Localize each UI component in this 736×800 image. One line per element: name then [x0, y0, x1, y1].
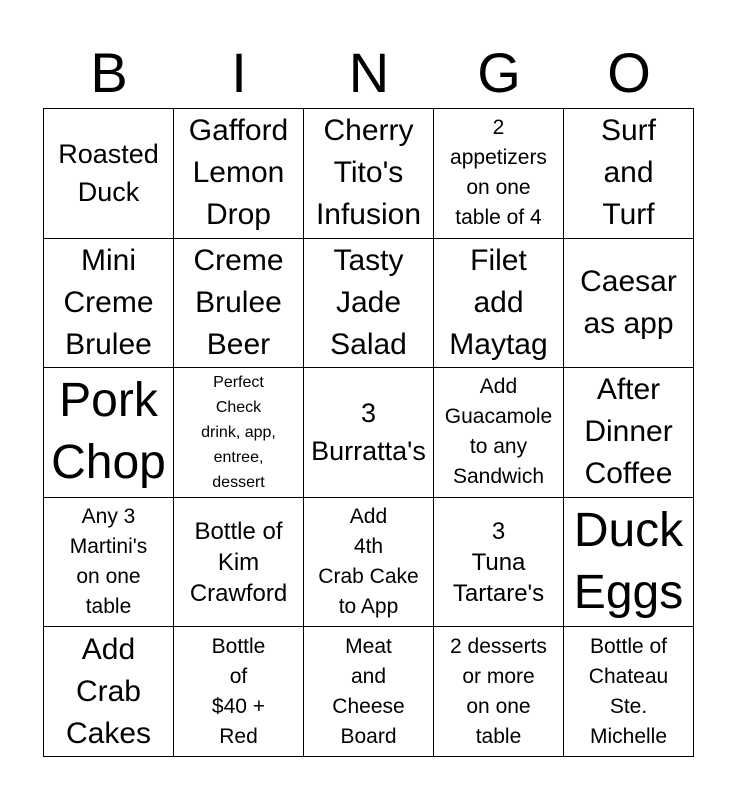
- cell-text: Bottle of Chateau Ste. Michelle: [588, 634, 669, 748]
- bingo-cell[interactable]: [304, 627, 434, 757]
- cell-text: Add 4th Crab Cake to App: [318, 505, 419, 619]
- cell-text: Cherry Tito's Infusion: [315, 114, 422, 232]
- header-letter-o: O: [607, 41, 651, 104]
- bingo-cell[interactable]: [434, 239, 564, 369]
- cell-text: 2 desserts or more on one table: [450, 634, 547, 748]
- bingo-cell[interactable]: [44, 498, 174, 628]
- bingo-cell[interactable]: [44, 109, 174, 239]
- bingo-cell[interactable]: [304, 239, 434, 369]
- bingo-cell[interactable]: [434, 109, 564, 239]
- cell-text: Bottle of Kim Crawford: [189, 517, 288, 607]
- bingo-cell[interactable]: [304, 498, 434, 628]
- bingo-cell[interactable]: [434, 498, 564, 628]
- cell-text: Mini Creme Brulee: [63, 243, 154, 361]
- bingo-cell[interactable]: [564, 627, 694, 757]
- cell-text: Creme Brulee Beer: [193, 243, 284, 361]
- bingo-header: [44, 38, 694, 108]
- bingo-cell[interactable]: [564, 498, 694, 628]
- bingo-cell[interactable]: [564, 239, 694, 369]
- bingo-cell[interactable]: [174, 368, 304, 498]
- header-letter-b: B: [90, 41, 128, 104]
- cell-text: Perfect Check drink, app, entree, dessert: [201, 373, 276, 491]
- cell-text: Meat and Cheese Board: [332, 634, 405, 748]
- cell-text: 2 appetizers on one table of 4: [450, 116, 547, 230]
- bingo-cell[interactable]: [174, 498, 304, 628]
- bingo-cell[interactable]: [304, 368, 434, 498]
- header-letter-n: N: [348, 41, 390, 104]
- bingo-cell[interactable]: [44, 239, 174, 369]
- cell-text: 3 Burratta's: [311, 398, 426, 467]
- cell-text: Filet add Maytag: [449, 243, 548, 361]
- bingo-cell[interactable]: [564, 368, 694, 498]
- bingo-grid: [43, 108, 694, 757]
- cell-text: Pork Chop: [51, 374, 166, 490]
- cell-text: 3 Tuna Tartare's: [452, 517, 545, 607]
- cell-text: Surf and Turf: [600, 114, 657, 232]
- cell-text: Bottle of $40 + Red: [211, 634, 266, 748]
- cell-text: Caesar as app: [580, 264, 677, 340]
- cell-text: Tasty Jade Salad: [330, 243, 407, 361]
- cell-text: Add Crab Cakes: [65, 632, 152, 750]
- bingo-cell[interactable]: [434, 368, 564, 498]
- bingo-cell[interactable]: [434, 627, 564, 757]
- bingo-cell[interactable]: [304, 109, 434, 239]
- bingo-cell[interactable]: [44, 368, 174, 498]
- bingo-cell[interactable]: [564, 109, 694, 239]
- cell-text: Add Guacamole to any Sandwich: [444, 375, 553, 489]
- cell-text: Any 3 Martini's on one table: [69, 505, 148, 619]
- bingo-cell[interactable]: [174, 109, 304, 239]
- bingo-cell[interactable]: [174, 239, 304, 369]
- cell-text: Roasted Duck: [58, 139, 159, 208]
- cell-text: After Dinner Coffee: [584, 373, 673, 491]
- bingo-cell[interactable]: [44, 627, 174, 757]
- cell-text: Gafford Lemon Drop: [188, 114, 289, 232]
- header-letter-g: G: [477, 41, 521, 104]
- header-letter-i: I: [231, 41, 247, 104]
- bingo-cell[interactable]: [174, 627, 304, 757]
- cell-text: Duck Eggs: [573, 504, 684, 620]
